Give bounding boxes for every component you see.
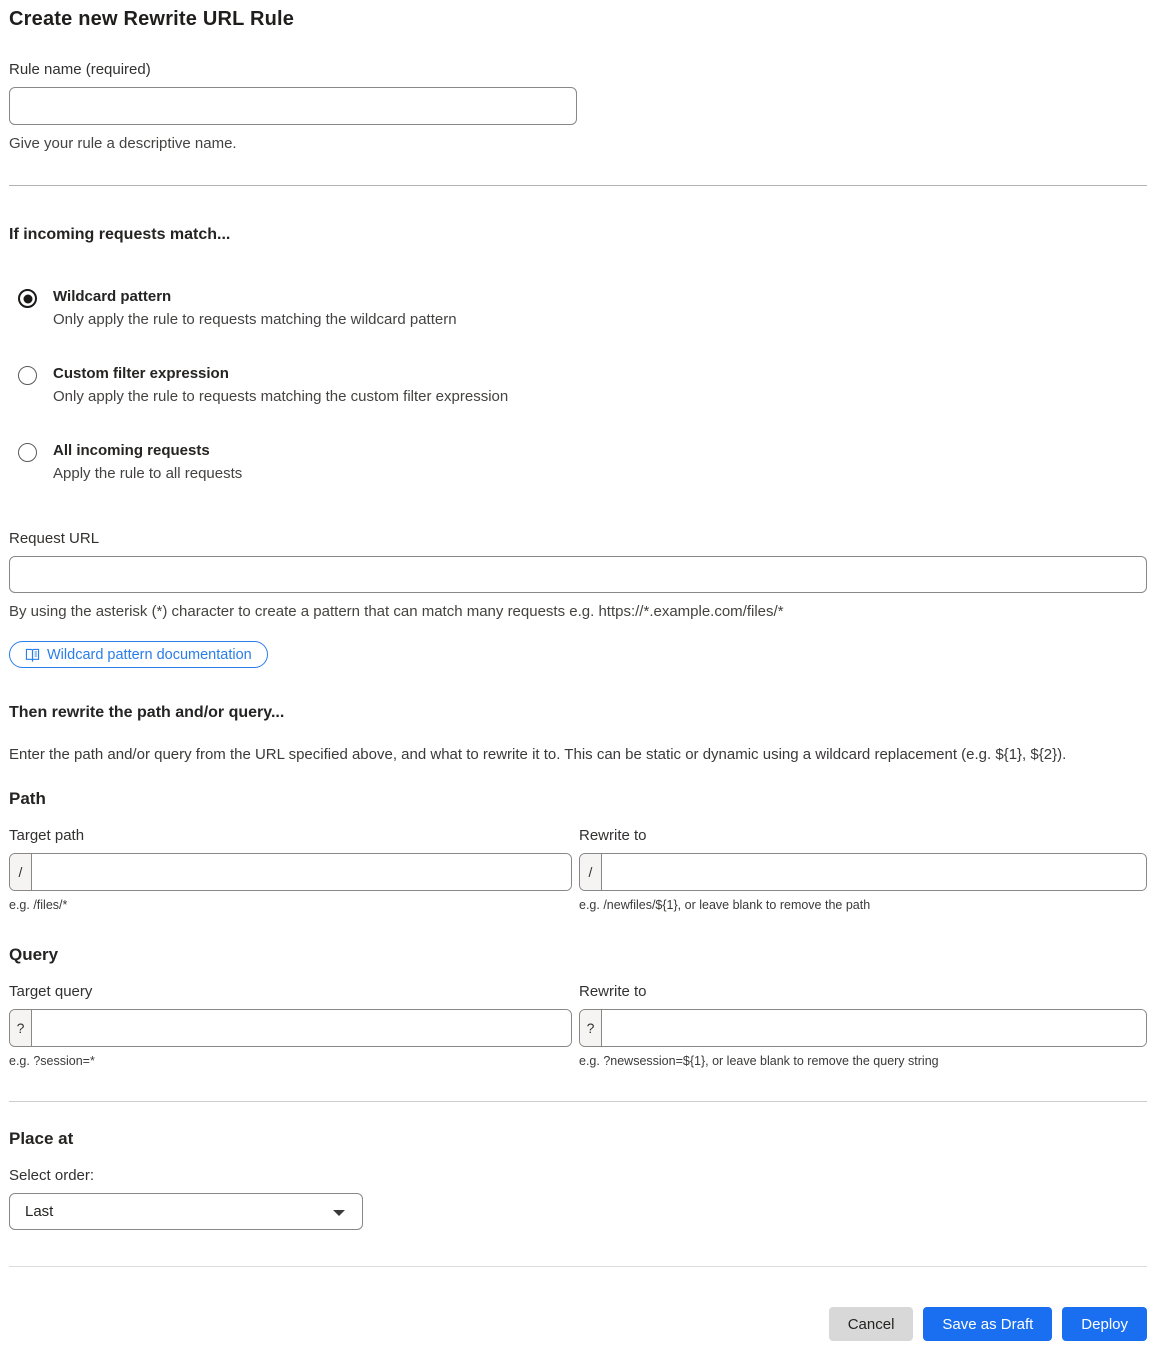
target-query-input[interactable] xyxy=(32,1010,571,1046)
target-path-label: Target path xyxy=(9,827,85,844)
path-heading: Path xyxy=(9,789,46,808)
section-divider xyxy=(9,185,1147,186)
rule-name-label: Rule name (required) xyxy=(9,61,151,78)
page-title: Create new Rewrite URL Rule xyxy=(9,8,295,30)
request-url-input[interactable] xyxy=(9,556,1147,593)
slash-prefix: / xyxy=(10,854,32,890)
request-url-label: Request URL xyxy=(9,530,100,547)
radio-option-texts xyxy=(53,288,457,328)
path-fields-row xyxy=(9,827,1147,912)
query-rewrite-label: Rewrite to xyxy=(579,983,647,1000)
query-rewrite-field xyxy=(579,983,1147,1068)
match-type-radio-group xyxy=(9,288,1147,482)
deploy-button[interactable]: Deploy xyxy=(1062,1307,1147,1341)
order-select[interactable] xyxy=(9,1193,363,1230)
question-mark-prefix: ? xyxy=(580,1010,602,1046)
rule-name-input[interactable] xyxy=(9,87,577,125)
custom-filter-radio-label[interactable]: Custom filter expression xyxy=(53,365,229,382)
query-heading: Query xyxy=(9,945,59,964)
radio-option-custom-filter[interactable] xyxy=(9,365,1147,405)
book-icon xyxy=(25,648,40,662)
place-at-block xyxy=(9,1129,1147,1230)
path-rewrite-field xyxy=(579,827,1147,912)
footer-actions xyxy=(9,1307,1147,1354)
question-mark-prefix: ? xyxy=(10,1010,32,1046)
rule-name-help: Give your rule a descriptive name. xyxy=(9,135,237,152)
rewrite-section-heading: Then rewrite the path and/or query... xyxy=(9,704,285,721)
target-path-field xyxy=(9,827,572,912)
target-query-example: e.g. ?session=* xyxy=(9,1054,95,1068)
radio-option-wildcard-pattern[interactable] xyxy=(9,288,1147,328)
slash-prefix: / xyxy=(580,854,602,890)
all-requests-radio-description: Apply the rule to all requests xyxy=(53,465,243,482)
target-query-field xyxy=(9,983,572,1068)
footer-divider xyxy=(9,1266,1147,1267)
rewrite-section-description: Enter the path and/or query from the URL specified above, and what to rewrite it to. This can be static or dynamic using a wildcard replacement (e.g. ${1}, ${2}). xyxy=(9,746,1067,763)
radio-option-texts xyxy=(53,365,508,405)
chevron-down-icon xyxy=(333,1210,345,1216)
query-fields-row xyxy=(9,983,1147,1068)
all-requests-radio[interactable] xyxy=(18,443,37,462)
wildcard-pattern-radio[interactable] xyxy=(18,289,37,308)
path-rewrite-input[interactable] xyxy=(602,854,1146,890)
custom-filter-radio-description: Only apply the rule to requests matching the custom filter expression xyxy=(53,388,509,405)
custom-filter-radio[interactable] xyxy=(18,366,37,385)
wildcard-docs-button-label: Wildcard pattern documentation xyxy=(47,646,252,663)
request-url-block xyxy=(9,530,1147,668)
target-path-example: e.g. /files/* xyxy=(9,898,68,912)
radio-option-texts xyxy=(53,442,242,482)
match-section-heading: If incoming requests match... xyxy=(9,226,231,243)
radio-option-all-requests[interactable] xyxy=(9,442,1147,482)
order-select-value: Last xyxy=(25,1203,54,1220)
cancel-button[interactable]: Cancel xyxy=(829,1307,914,1341)
wildcard-pattern-radio-label[interactable]: Wildcard pattern xyxy=(53,288,172,305)
wildcard-docs-button[interactable] xyxy=(9,641,268,668)
all-requests-radio-label[interactable]: All incoming requests xyxy=(53,442,210,459)
path-rewrite-label: Rewrite to xyxy=(579,827,647,844)
request-url-help: By using the asterisk (*) character to create a pattern that can match many requests e.g. https://*.example.com/files/* xyxy=(9,603,784,620)
select-order-label: Select order: xyxy=(9,1167,95,1184)
target-path-input[interactable] xyxy=(32,854,571,890)
section-divider xyxy=(9,1101,1147,1102)
wildcard-pattern-radio-description: Only apply the rule to requests matching the wildcard pattern xyxy=(53,311,457,328)
query-rewrite-input[interactable] xyxy=(602,1010,1146,1046)
query-rewrite-example: e.g. ?newsession=${1}, or leave blank to remove the query string xyxy=(579,1054,939,1068)
save-as-draft-button[interactable]: Save as Draft xyxy=(923,1307,1052,1341)
target-query-label: Target query xyxy=(9,983,93,1000)
place-at-heading: Place at xyxy=(9,1129,74,1148)
path-rewrite-example: e.g. /newfiles/${1}, or leave blank to remove the path xyxy=(579,898,871,912)
